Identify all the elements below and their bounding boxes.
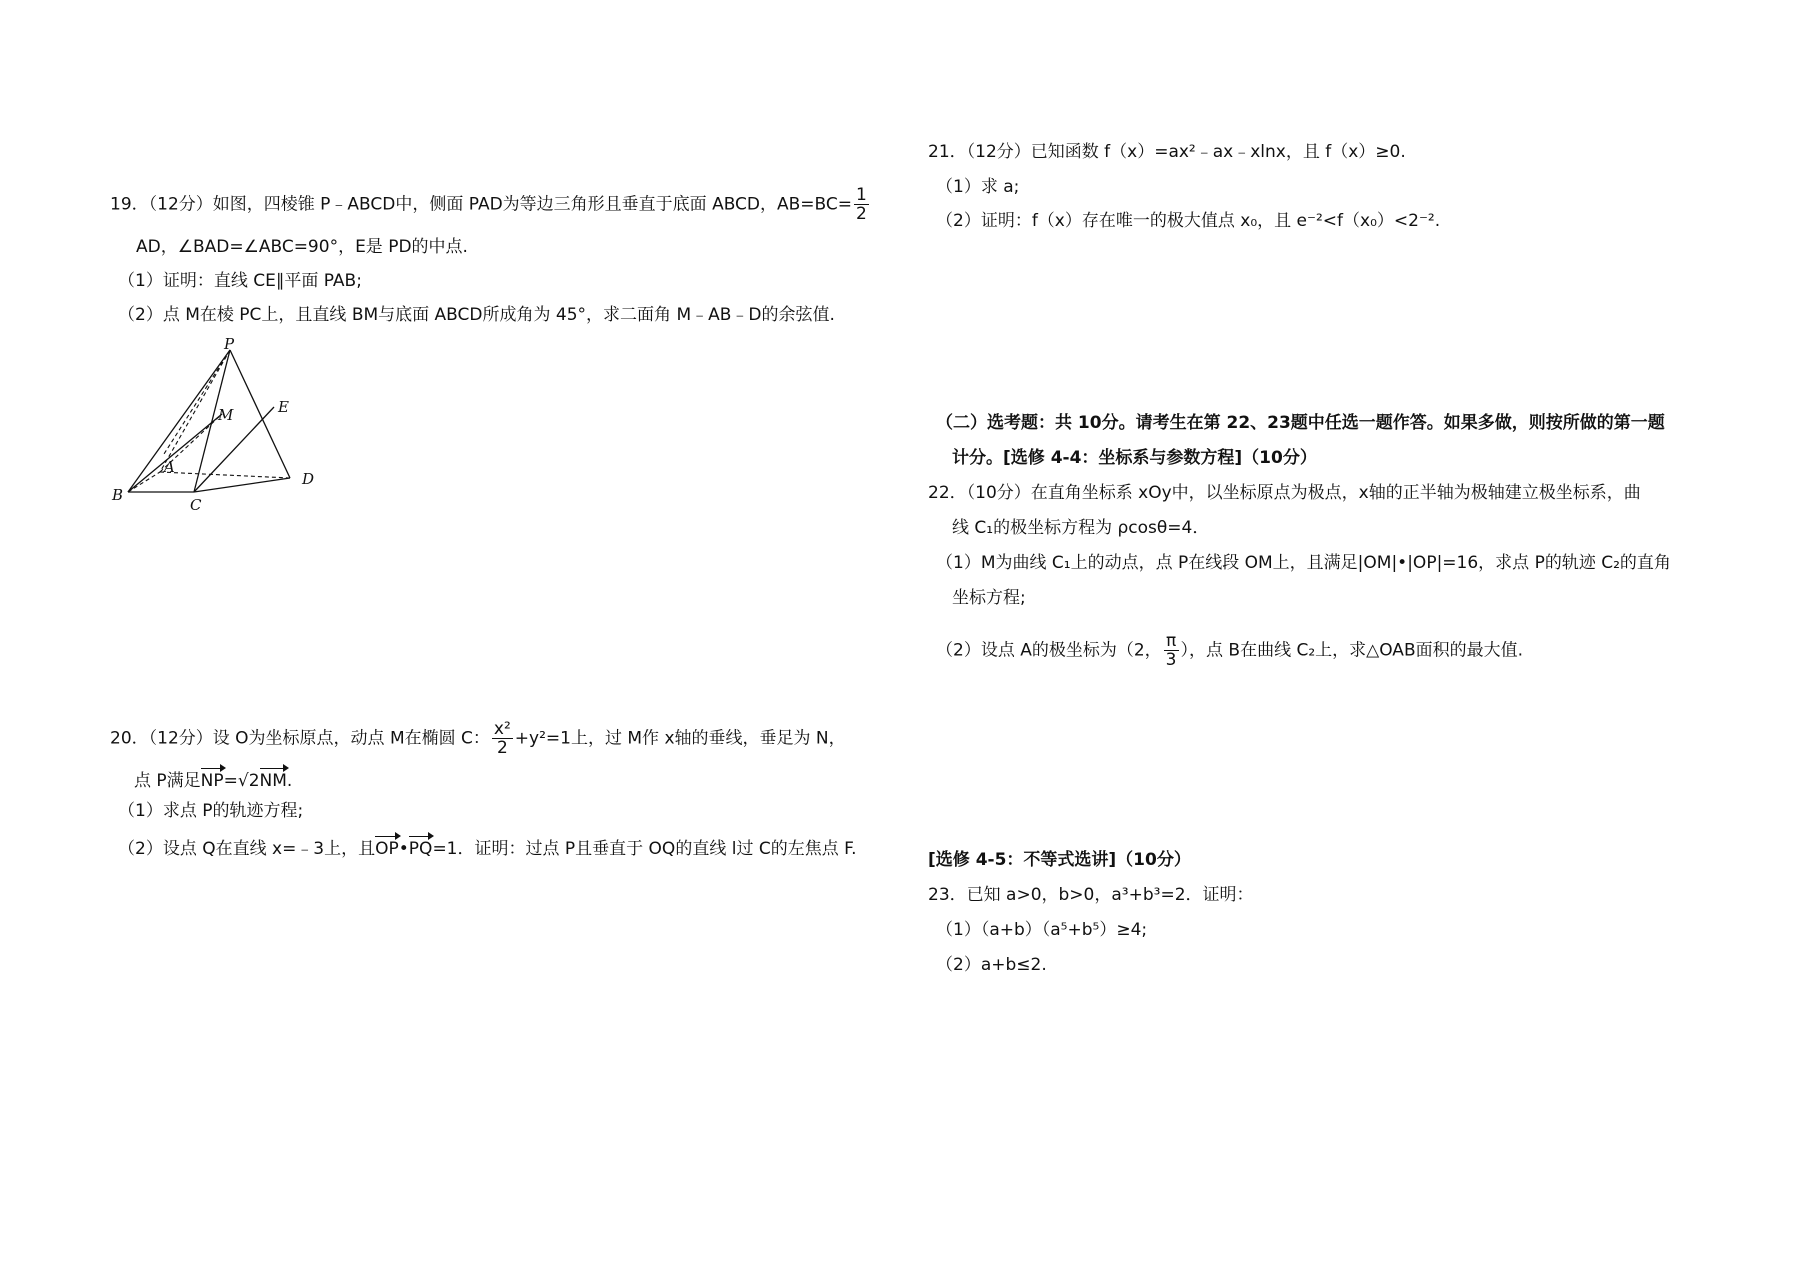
q22-line-1: 22．（10分）在直角坐标系 xOy中，以坐标原点为极点，x轴的正半轴为极轴建立极坐标系，曲 [928,483,1641,503]
q23-part-1: （1）（a+b）（a⁵+b⁵）≥4; [936,920,1148,940]
q19-line-1: 19．（12分）如图，四棱锥 P﹣ABCD中，侧面 PAD为等边三角形且垂直于底面 ABCD，AB=BC= $\frac{1}{2}$ [110,185,867,224]
q19-part-1: （1）证明：直线 CE∥平面 PAB; [118,271,362,291]
q22-part-1-cont: 坐标方程; [952,588,1026,608]
vector-PQ: PQ [409,834,433,860]
q21-part-1: （1）求 a; [936,177,1020,197]
section-inequality-heading: [选修 4-5：不等式选讲]（10分） [928,850,1191,870]
label-M: M [218,406,234,424]
q20-line-2: 点 P满足NP=√2NM. [134,766,292,792]
q22-line-2: 线 C₁的极坐标方程为 ρcosθ=4． [952,518,1210,538]
q20-part-1: （1）求点 P的轨迹方程; [118,801,304,821]
vector-OP: OP [375,834,399,860]
label-P: P [224,336,235,353]
q19-part-2: （2）点 M在棱 PC上，且直线 BM与底面 ABCD所成角为 45°，求二面角 M﹣AB﹣D的余弦值. [118,305,835,325]
section-heading-line-2: 计分。[选修 4-4：坐标系与参数方程]（10分） [952,448,1317,468]
q23-line-1: 23．已知 a>0，b>0，a³+b³=2．证明： [928,885,1254,905]
label-C: C [190,496,202,514]
q22-part-2: （2）设点 A的极坐标为（2， $\frac{\pi}{3}$ ），点 B在曲线 C₂上，求△OAB面积的最大值. [936,631,1524,670]
q20-fraction: $\frac{\text{x²}}{2}$ [493,719,511,758]
label-D: D [302,470,315,488]
vector-NP: NP [201,766,224,792]
section-heading-line-1: （二）选考题：共 10分。请考生在第 22、23题中任选一题作答。如果多做，则按所做的第一题 [936,413,1665,433]
label-A: A [164,458,175,476]
q19-line-2: AD，∠BAD=∠ABC=90°，E是 PD的中点. [136,237,468,257]
q20-part-2: （2）设点 Q在直线 x=﹣3上，且OP•PQ=1．证明：过点 P且垂直于 OQ的直线 l过 C的左焦点 F. [118,834,857,860]
q21-part-2: （2）证明：f（x）存在唯一的极大值点 x₀，且 e⁻²<f（x₀）<2⁻². [936,211,1441,231]
q22-fraction: $\frac{\pi}{3}$ [1165,631,1177,670]
vector-NM: NM [260,766,287,792]
q22-part-1: （1）M为曲线 C₁上的动点，点 P在线段 OM上，且满足|OM|•|OP|=16，求点 P的轨迹 C₂的直角 [936,553,1671,573]
pyramid-figure [108,336,338,516]
q20-line-1: 20．（12分）设 O为坐标原点，动点 M在椭圆 C： $\frac{\text{x²}}{2}$ +y²=1上，过 M作 x轴的垂线，垂足为 N， [110,719,846,758]
q19-fraction: $\frac{1}{2}$ [856,185,867,224]
label-B: B [112,486,124,504]
q23-part-2: （2）a+b≤2. [936,955,1047,975]
q21-line-1: 21．（12分）已知函数 f（x）=ax²﹣ax﹣xlnx，且 f（x）≥0. [928,142,1406,162]
label-E: E [278,398,289,416]
